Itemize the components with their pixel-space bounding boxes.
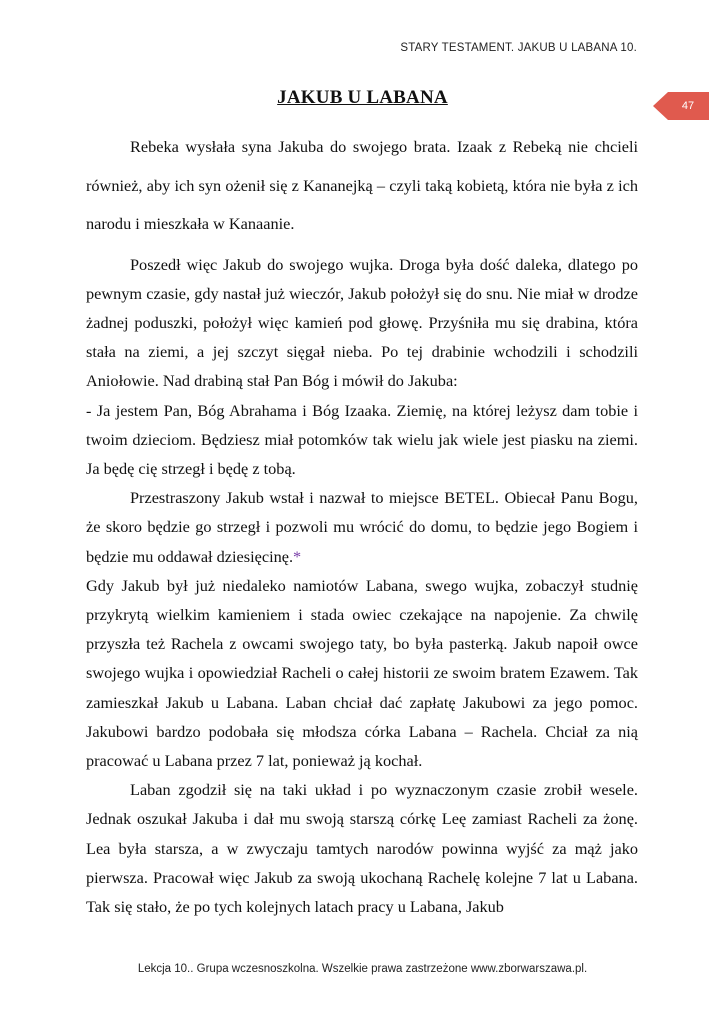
- page-title: JAKUB U LABANA: [277, 87, 448, 108]
- footnote-marker[interactable]: *: [293, 546, 302, 566]
- page-number: 47: [681, 100, 695, 112]
- paragraph-3: - Ja jestem Pan, Bóg Abrahama i Bóg Izaaka. Ziemię, na której leżysz dam tobie i twoim dzieciom. Będziesz miał potomków tak wielu jak wiele jest piasku na ziemi. Ja będę cię strzegł i będę z tobą.: [86, 400, 638, 478]
- paragraph-5: Gdy Jakub był już niedaleko namiotów Labana, swego wujka, zobaczył studnię przykrytą wielkim kamieniem i stada owiec czekające na napojenie. Za chwilę przyszła też Rachela z owcami swojego taty, bo była pasterką. Jakub napoił owce swojego wujka i opowiedział Racheli o całej historii ze swoim bratem Ezawem. Tak zamieszkał Jakub u Labana. Laban chciał dać zapłatę Jakubowi za jego pomoc. Jakubowi bardzo podobała się młodsza córka Labana – Rachela. Chciał za nią pracować u Labana przez 7 lat, ponieważ ją kochał.: [86, 575, 638, 770]
- paragraph-1: Rebeka wysłała syna Jakuba do swojego brata. Izaak z Rebeką nie chcieli również, aby ich syn ożenił się z Kananejką – czyli taką kobietą, która nie była z ich narodu i mieszkała w Kanaanie.: [86, 137, 638, 233]
- paragraph-4-text: Przestraszony Jakub wstał i nazwał to miejsce BETEL. Obiecał Panu Bogu, że skoro będzie go strzegł i pozwoli mu wrócić do domu, to będzie jego Bogiem i będzie mu oddawał dziesięcinę.: [86, 488, 638, 566]
- page-footer: Lekcja 10.. Grupa wczesnoszkolna. Wszelkie prawa zastrzeżone www.zborwarszawa.pl.: [137, 963, 588, 975]
- paragraph-2: Poszedł więc Jakub do swojego wujka. Droga była dość daleka, dlatego po pewnym czasie, gdy nastał już wieczór, Jakub położył się do snu. Nie miał w drodze żadnej poduszki, położył więc kamień pod głowę. Przyśniła mu się drabina, która stała na ziemi, a jej szczyt sięgał nieba. Po tej drabinie wchodzili i schodzili Aniołowie. Nad drabiną stał Pan Bóg i mówił do Jakuba:: [86, 254, 638, 391]
- paragraph-6: Laban zgodził się na taki układ i po wyznaczonym czasie zrobił wesele. Jednak oszukał Jakuba i dał mu swoją starszą córkę Leę zamiast Racheli za żonę. Lea była starsza, a w zwyczaju tamtych narodów powinna wyjść za mąż jako pierwsza. Pracował więc Jakub za swoją ukochaną Rachelę kolejne 7 lat u Labana. Tak się stało, że po tych kolejnych latach pracy u Labana, Jakub: [86, 780, 638, 916]
- paragraph-4: [86, 483, 638, 571]
- running-header: STARY TESTAMENT. JAKUB U LABANA 10.: [400, 42, 637, 54]
- story-body: [86, 128, 638, 921]
